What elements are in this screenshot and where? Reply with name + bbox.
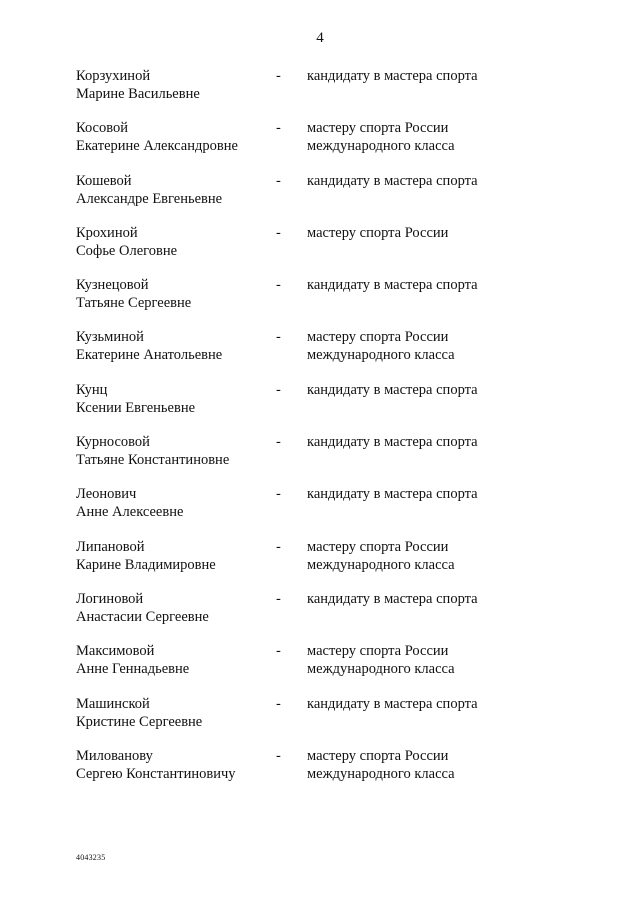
separator-dash: - <box>276 590 281 607</box>
sport-title <box>307 747 537 783</box>
recipient-given-name: Карине Владимировне <box>76 556 216 573</box>
recipient-name <box>76 642 266 678</box>
recipient-surname: Липановой <box>76 538 145 555</box>
recipient-surname: Кузьминой <box>76 329 144 346</box>
sport-title-line-1: кандидату в мастера спорта <box>307 172 478 189</box>
sport-title <box>307 224 537 242</box>
sport-title-line-1: кандидату в мастера спорта <box>307 68 478 84</box>
recipient-name <box>76 485 266 521</box>
recipient-name <box>76 590 266 626</box>
list-item <box>0 381 640 433</box>
recipient-name <box>76 328 266 364</box>
recipient-surname: Леонович <box>76 486 137 503</box>
separator-dash: - <box>276 224 281 241</box>
sport-title <box>307 119 537 155</box>
separator-dash: - <box>276 277 281 294</box>
separator-dash: - <box>276 695 281 712</box>
recipient-surname: Машинской <box>76 695 150 712</box>
sport-title-line-1: мастеру спорта России <box>307 643 449 660</box>
list-item <box>0 67 640 119</box>
separator-dash: - <box>276 747 281 764</box>
list-item <box>0 119 640 171</box>
sport-title <box>307 172 537 190</box>
sport-title-line-2: международного класса <box>307 661 455 678</box>
recipient-name <box>76 224 266 260</box>
separator-dash: - <box>276 329 281 346</box>
recipient-name <box>76 276 266 312</box>
recipient-given-name: Ксении Евгеньевне <box>76 399 196 416</box>
recipient-given-name: Анне Геннадьевне <box>76 661 190 678</box>
sport-title <box>307 642 537 678</box>
list-item <box>0 590 640 642</box>
recipient-name <box>76 747 266 783</box>
list-item <box>0 538 640 590</box>
sport-title-line-1: кандидату в мастера спорта <box>307 695 478 712</box>
sport-title <box>307 695 537 713</box>
sport-title <box>307 538 537 574</box>
page-number: 4 <box>316 30 324 46</box>
list-item <box>0 747 640 799</box>
recipient-given-name: Анастасии Сергеевне <box>76 608 209 625</box>
recipient-given-name: Александре Евгеньевне <box>76 190 223 207</box>
sport-title <box>307 433 537 451</box>
sport-title <box>307 67 537 85</box>
recipient-given-name: Кристине Сергеевне <box>76 713 203 730</box>
recipient-surname: Кунц <box>76 381 108 398</box>
sport-title <box>307 328 537 364</box>
sport-title-line-1: кандидату в мастера спорта <box>307 486 478 503</box>
sport-title-line-2: международного класса <box>307 765 455 782</box>
separator-dash: - <box>276 538 281 555</box>
sport-title-line-1: мастеру спорта России <box>307 329 449 346</box>
recipient-name <box>76 433 266 469</box>
recipient-name <box>76 381 266 417</box>
sport-title-line-1: кандидату в мастера спорта <box>307 590 478 607</box>
recipient-given-name: Татьяне Сергеевне <box>76 295 192 312</box>
recipient-name <box>76 67 266 103</box>
recipient-surname: Корзухиной <box>76 68 151 84</box>
separator-dash: - <box>276 120 281 137</box>
sport-title <box>307 590 537 608</box>
recipient-name <box>76 695 266 731</box>
recipient-surname: Максимовой <box>76 643 155 660</box>
recipient-name <box>76 172 266 208</box>
list-item <box>0 695 640 747</box>
recipient-given-name: Марине Васильевне <box>76 86 200 102</box>
list-item <box>0 224 640 276</box>
sport-title-line-1: мастеру спорта России <box>307 120 449 137</box>
recipient-surname: Милованову <box>76 747 153 764</box>
recipient-given-name: Софье Олеговне <box>76 242 178 259</box>
sport-title-line-1: кандидату в мастера спорта <box>307 434 478 451</box>
sport-title <box>307 276 537 294</box>
recipient-surname: Крохиной <box>76 224 138 241</box>
recipient-surname: Кошевой <box>76 172 132 189</box>
list-item <box>0 642 640 694</box>
sport-title-line-2: международного класса <box>307 138 455 155</box>
sport-title-line-1: мастеру спорта России <box>307 224 449 241</box>
recipient-given-name: Татьяне Константиновне <box>76 452 230 469</box>
recipient-name <box>76 538 266 574</box>
recipient-given-name: Екатерине Анатольевне <box>76 347 223 364</box>
list-item <box>0 172 640 224</box>
recipient-given-name: Сергею Константиновичу <box>76 765 236 782</box>
separator-dash: - <box>276 486 281 503</box>
sport-title <box>307 381 537 399</box>
recipient-surname: Курносовой <box>76 434 150 451</box>
recipient-given-name: Екатерине Александровне <box>76 138 238 155</box>
recipient-given-name: Анне Алексеевне <box>76 504 184 521</box>
separator-dash: - <box>276 381 281 398</box>
separator-dash: - <box>276 643 281 660</box>
recipient-surname: Косовой <box>76 120 129 137</box>
separator-dash: - <box>276 68 281 84</box>
sport-title-line-2: международного класса <box>307 556 455 573</box>
list-item <box>0 328 640 380</box>
sport-title-line-1: кандидату в мастера спорта <box>307 277 478 294</box>
sport-title <box>307 485 537 503</box>
list-item <box>0 485 640 537</box>
separator-dash: - <box>276 172 281 189</box>
sport-title-line-1: кандидату в мастера спорта <box>307 381 478 398</box>
sport-title-line-1: мастеру спорта России <box>307 747 449 764</box>
award-list <box>0 67 640 799</box>
sport-title-line-1: мастеру спорта России <box>307 538 449 555</box>
list-item <box>0 276 640 328</box>
recipient-name <box>76 119 266 155</box>
recipient-surname: Кузнецовой <box>76 277 149 294</box>
recipient-surname: Логиновой <box>76 590 144 607</box>
document-code: 4043235 <box>76 853 106 862</box>
separator-dash: - <box>276 434 281 451</box>
sport-title-line-2: международного класса <box>307 347 455 364</box>
list-item <box>0 433 640 485</box>
